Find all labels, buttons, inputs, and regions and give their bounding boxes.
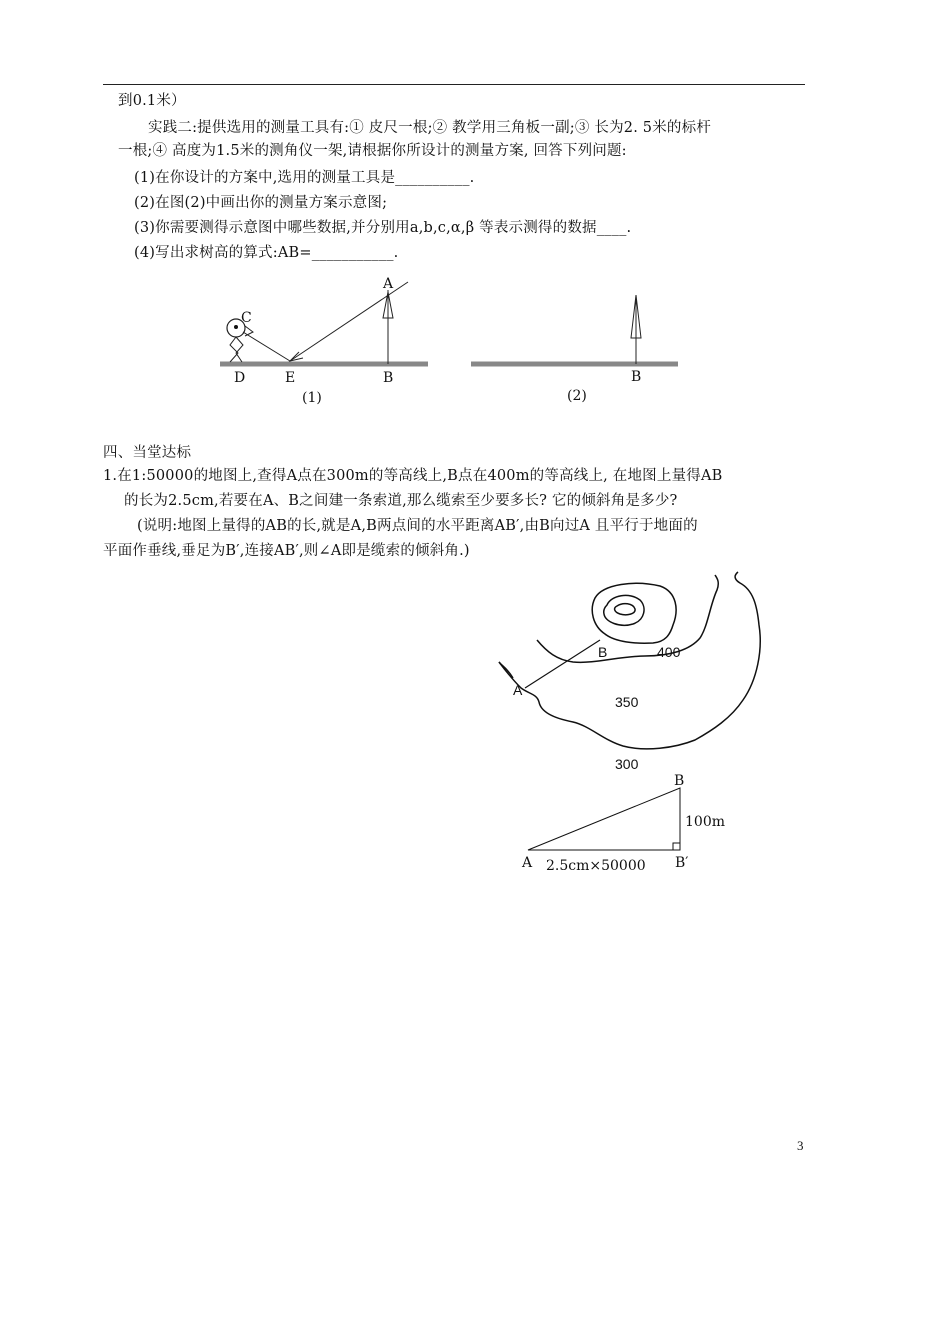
right-angle-mark <box>673 843 680 850</box>
figure-1 <box>215 270 440 410</box>
tri-label-B: B <box>674 773 685 789</box>
contour-300 <box>499 572 760 749</box>
contour-map <box>495 570 775 780</box>
contour-350 <box>537 575 718 662</box>
problem-1-line-b: 的长为2.5cm,若要在A、B之间建一条索道,那么缆索至少要多长? 它的倾斜角是多少? <box>124 493 678 509</box>
tri-label-B-prime: B′ <box>675 855 689 871</box>
page-number: 3 <box>797 1138 804 1153</box>
contour-inner <box>604 595 644 625</box>
contour-label-350: 350 <box>615 694 639 710</box>
contour-summit <box>615 604 635 615</box>
label-A: A <box>383 276 394 292</box>
label-C: C <box>241 310 252 326</box>
contour-label-400: 400 <box>657 644 681 660</box>
text-line-top: 到0.1米） <box>118 93 186 109</box>
contour-400 <box>592 583 676 643</box>
question-2: (2)在图(2)中画出你的测量方案示意图; <box>134 195 388 211</box>
label-B: B <box>631 369 642 385</box>
label-E: E <box>285 370 296 386</box>
tri-label-height: 100m <box>685 814 725 830</box>
map-label-B: B <box>598 644 608 660</box>
label-D: D <box>234 370 246 386</box>
observer-body-right <box>236 337 243 362</box>
practice2-line-a: 实践二:提供选用的测量工具有:① 皮尺一根;② 教学用三角板一副;③ 长为2. 5米的标杆 <box>148 120 712 136</box>
light-ray-reflected <box>290 282 408 361</box>
problem-1-line-a: 1.在1:50000的地图上,查得A点在300m的等高线上,B点在400m的等高线上, 在地图上量得AB <box>103 468 723 484</box>
question-4: (4)写出求树高的算式:AB=___________. <box>134 245 399 261</box>
section-4-heading: 四、当堂达标 <box>103 445 192 461</box>
triangle-diagram <box>518 770 738 880</box>
question-1: (1)在你设计的方案中,选用的测量工具是__________. <box>134 170 475 186</box>
header-rule <box>103 84 805 85</box>
question-3: (3)你需要测得示意图中哪些数据,并分别用a,b,c,α,β 等表示测得的数据____. <box>134 220 632 236</box>
tri-label-A: A <box>522 855 533 871</box>
map-edge <box>499 662 513 678</box>
label-B: B <box>383 370 394 386</box>
figure-2-caption: (2) <box>567 388 587 404</box>
right-triangle <box>528 788 680 850</box>
figure-2 <box>468 290 683 410</box>
note-line-a: (说明:地图上量得的AB的长,就是A,B两点间的水平距离AB′,由B向过A 且平行于地面的 <box>137 518 698 534</box>
map-label-A: A <box>513 682 523 698</box>
observer-eye <box>234 325 238 329</box>
segment-AB <box>525 640 600 688</box>
practice2-line-b: 一根;④ 高度为1.5米的测角仪一架,请根据你所设计的测量方案, 回答下列问题: <box>118 143 627 159</box>
tri-label-base: 2.5cm×50000 <box>546 858 646 874</box>
note-line-b: 平面作垂线,垂足为B′,连接AB′,则∠A即是缆索的倾斜角.) <box>103 543 470 559</box>
light-ray-incident <box>243 332 290 361</box>
figure-1-caption: (1) <box>302 390 322 406</box>
observer-body-left <box>230 337 238 362</box>
contour-label-300: 300 <box>615 756 639 772</box>
